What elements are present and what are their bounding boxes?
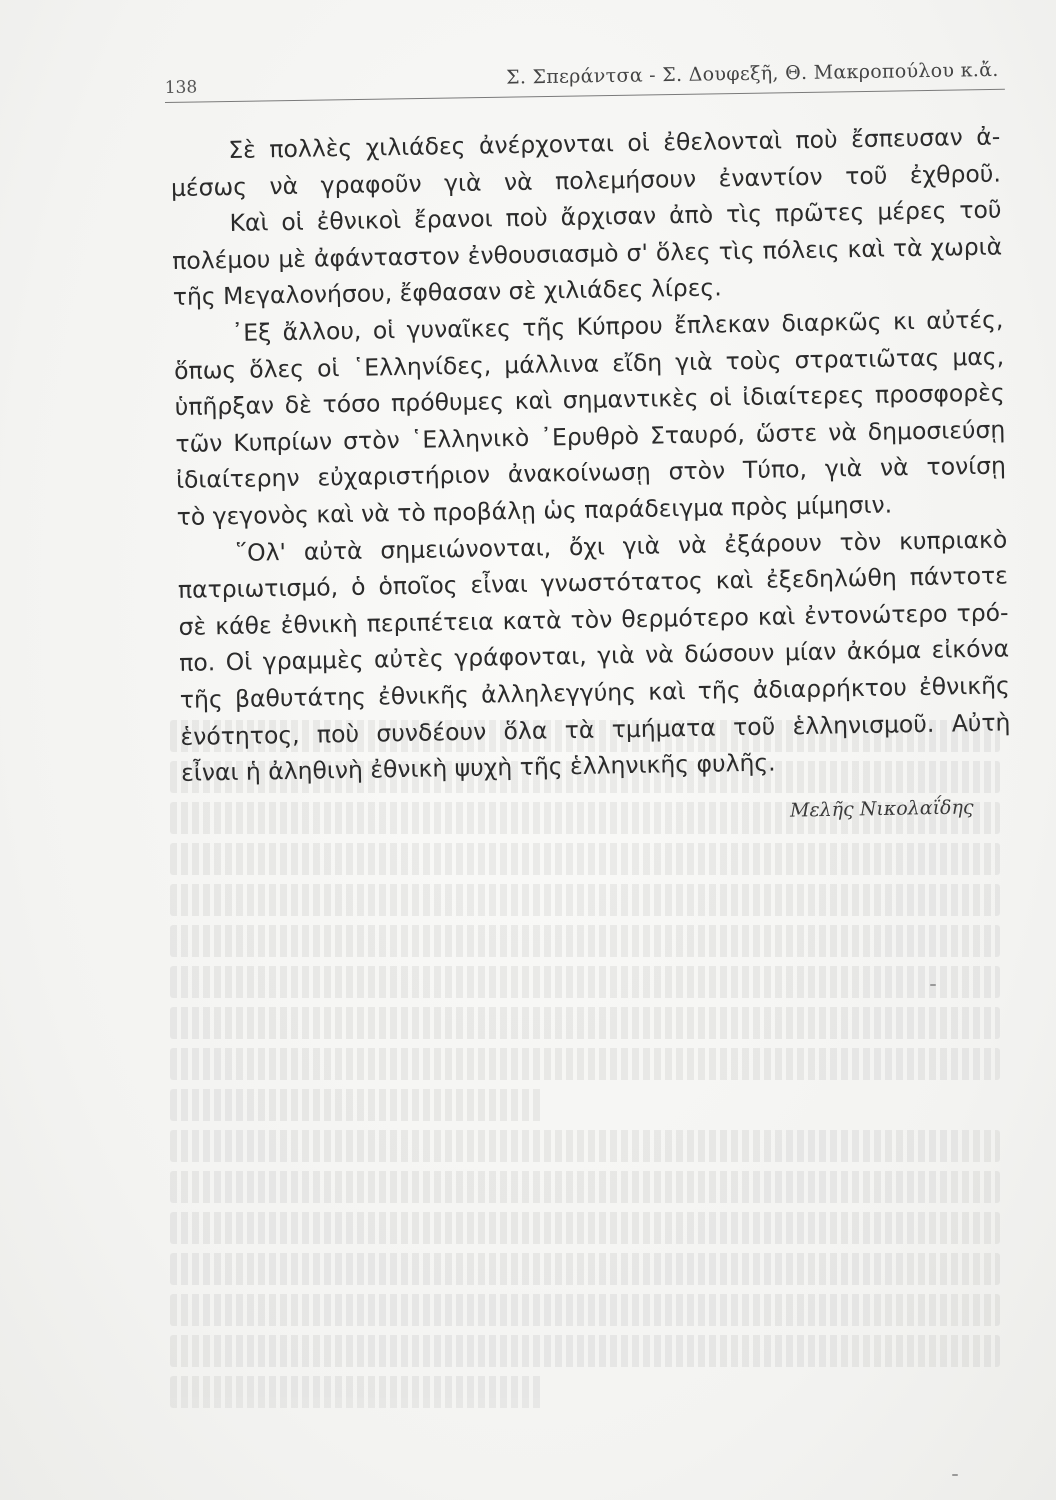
text-line: τὸ γεγονὸς καὶ νὰ τὸ προβάλῃ ὡς παράδειγμα πρὸς μίμησιν. [176, 490, 893, 531]
show-through-line [170, 1089, 544, 1121]
show-through-line [170, 884, 1000, 916]
show-through-line [170, 1048, 1000, 1080]
page-number: 138 [164, 77, 198, 99]
show-through-line [170, 1007, 1000, 1039]
text-line: τῆς Μεγαλονήσου, ἔφθασαν σὲ χιλιάδες λίρες. [172, 273, 722, 312]
show-through-line [170, 1130, 1000, 1162]
text-line: ᾿Εξ ἄλλου, οἱ γυναῖκες τῆς Κύπρου ἔπλεκαν διαρκῶς κι αὐτές, [231, 305, 1004, 347]
text-line: πο. Οἱ γραμμὲς αὐτὲς γράφονται, γιὰ νὰ δώσουν μίαν ἀκόμα εἰκόνα [179, 634, 1010, 678]
text-line: τῆς βαθυτάτης ἐθνικῆς ἀλληλεγγύης καὶ τῆς ἀδιαρρήκτου ἐθνικῆς [179, 671, 1011, 714]
show-through-line [170, 966, 1000, 998]
text-line: μέσως νὰ γραφοῦν γιὰ νὰ πολεμήσουν ἐναντίον τοῦ ἐχθροῦ. [170, 159, 1002, 202]
text-line: σὲ κάθε ἐθνικὴ περιπέτεια κατὰ τὸν θερμότερο καὶ ἐντονώτερο τρό- [178, 598, 1009, 641]
text-line: πατριωτισμό, ὁ ὁποῖος εἶναι γνωστότατος καὶ ἐξεδηλώθη πάντοτε [177, 561, 1009, 605]
text-line: ὑπῆρξαν δὲ τόσο πρόθυμες καὶ σημαντικὲς οἱ ἰδιαίτερες προσφορὲς [174, 378, 1005, 422]
running-head-authors: Σ. Σπεράντσα - Σ. Δουφεξῆ, Θ. Μακροπούλου κ.ἄ. [505, 58, 999, 89]
body-text [170, 119, 1011, 792]
text-line: εἶναι ἡ ἀληθινὴ ἐθνικὴ ψυχὴ τῆς ἑλληνικῆς φυλῆς. [180, 748, 776, 787]
text-line: ἰδιαίτερην εὐχαριστήριον ἀνακοίνωσῃ στὸν Τύπο, γιὰ νὰ τονίσῃ [175, 451, 1007, 495]
text-line: ῞Ολ' αὐτὰ σημειώνονται, ὄχι γιὰ νὰ ἐξάρουν τὸν κυπριακὸ [235, 524, 1008, 567]
text-line: Καὶ οἱ ἐθνικοὶ ἔρανοι ποὺ ἄρχισαν ἀπὸ τὶς πρῶτες μέρες τοῦ [229, 195, 1002, 238]
text-line: τῶν Κυπρίων στὸν ῾Ελληνικὸ ᾿Ερυθρὸ Σταυρό, ὥστε νὰ δημοσιεύσῃ [175, 415, 1006, 458]
text-line: Σὲ πολλὲς χιλιάδες ἀνέρχονται οἱ ἐθελονταὶ ποὺ ἔσπευσαν ἀ- [228, 122, 1001, 164]
show-through-line [170, 1171, 1000, 1203]
running-head [164, 53, 1004, 103]
show-through-line [170, 1294, 1000, 1326]
paper-speck [952, 1474, 958, 1476]
show-through-text [170, 720, 1000, 1420]
text-line: ὅπως ὅλες οἱ ῾Ελληνίδες, μάλλινα εἴδη γιὰ τοὺς στρατιῶτας μας, [173, 342, 1005, 385]
show-through-line [170, 843, 1000, 875]
paper-speck [930, 984, 936, 986]
show-through-line [170, 1253, 1000, 1285]
show-through-line [170, 1212, 1000, 1244]
show-through-line [170, 925, 1000, 957]
author-signature: Μελῆς Νικολαΐδης [789, 796, 974, 822]
show-through-line [170, 1335, 1000, 1367]
text-line: πολέμου μὲ ἀφάνταστον ἐνθουσιασμὸ σ' ὅλες τὶς πόλεις καὶ τὰ χωριὰ [171, 232, 1003, 275]
show-through-line [170, 1376, 544, 1408]
text-line: ἑνότητος, ποὺ συνδέουν ὅλα τὰ τμήματα τοῦ ἑλληνισμοῦ. Αὐτὴ [180, 707, 1011, 751]
